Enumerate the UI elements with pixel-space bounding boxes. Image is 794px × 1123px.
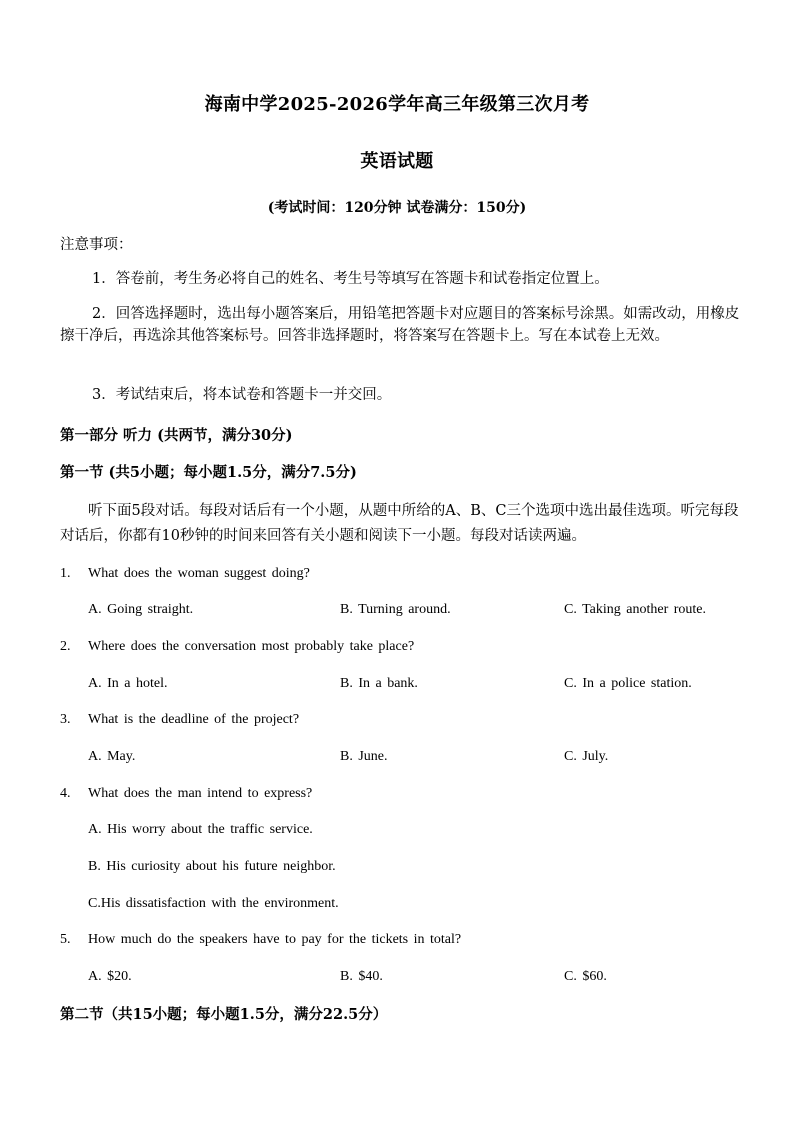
question-number: 1. (60, 566, 71, 581)
option-c: C. In a police station. (564, 676, 692, 691)
option-b: B. Turning around. (340, 602, 451, 617)
question-stem: What is the deadline of the project? (88, 712, 300, 727)
option-a: A. $20. (88, 969, 132, 984)
option-b: B. His curiosity about his future neighbor. (88, 859, 336, 874)
section2-heading: 第二节（共15小题；每小题1.5分，满分22.5分） (60, 1006, 388, 1023)
question-stem: Where does the conversation most probably take place? (88, 639, 415, 654)
exam-subject: 英语试题 (360, 151, 434, 172)
part1-heading: 第一部分 听力 (共两节，满分30分) (60, 427, 293, 444)
question-number: 2. (60, 639, 71, 654)
exam-title: 海南中学2025-2026学年高三年级第三次月考 (204, 94, 590, 115)
option-c: C.His dissatisfaction with the environment. (88, 896, 339, 911)
section1-heading: 第一节 (共5小题；每小题1.5分，满分7.5分) (60, 464, 357, 481)
exam-info: (考试时间：120分钟 试卷满分：150分) (267, 200, 527, 216)
question-number: 5. (60, 932, 71, 947)
option-c: C. $60. (564, 969, 607, 984)
question-stem: How much do the speakers have to pay for the tickets in total? (88, 932, 462, 947)
notice-item: 1．答卷前，考生务必将自己的姓名、考生号等填写在答题卡和试卷指定位置上。 (92, 271, 609, 287)
option-b: B. $40. (340, 969, 383, 984)
question-number: 3. (60, 712, 71, 727)
option-b: B. In a bank. (340, 676, 418, 691)
question-number: 4. (60, 786, 71, 801)
notice-item: 2．回答选择题时，选出每小题答案后，用铅笔把答题卡对应题目的答案标号涂黑。如需改动，用橡皮擦干净后，再选涂其他答案标号。回答非选择题时，将答案写在答题卡上。写在本试卷上无效。 (60, 306, 740, 344)
option-c: C. Taking another route. (564, 602, 707, 617)
notice-item: 3．考试结束后，将本试卷和答题卡一并交回。 (92, 387, 392, 403)
section1-instructions: 听下面5段对话。每段对话后有一个小题，从题中所给的A、B、C三个选项中选出最佳选项。听完每段对话后，你都有10秒钟的时间来回答有关小题和阅读下一小题。每段对话读两遍。 (60, 503, 739, 544)
option-a: A. In a hotel. (88, 676, 168, 691)
option-a: A. Going straight. (88, 602, 194, 617)
notice-heading: 注意事项： (60, 237, 133, 253)
option-b: B. June. (340, 749, 388, 764)
option-a: A. May. (88, 749, 136, 764)
question-stem: What does the woman suggest doing? (88, 566, 310, 581)
option-c: C. July. (564, 749, 609, 764)
option-a: A. His worry about the traffic service. (88, 822, 313, 837)
question-stem: What does the man intend to express? (88, 786, 313, 801)
